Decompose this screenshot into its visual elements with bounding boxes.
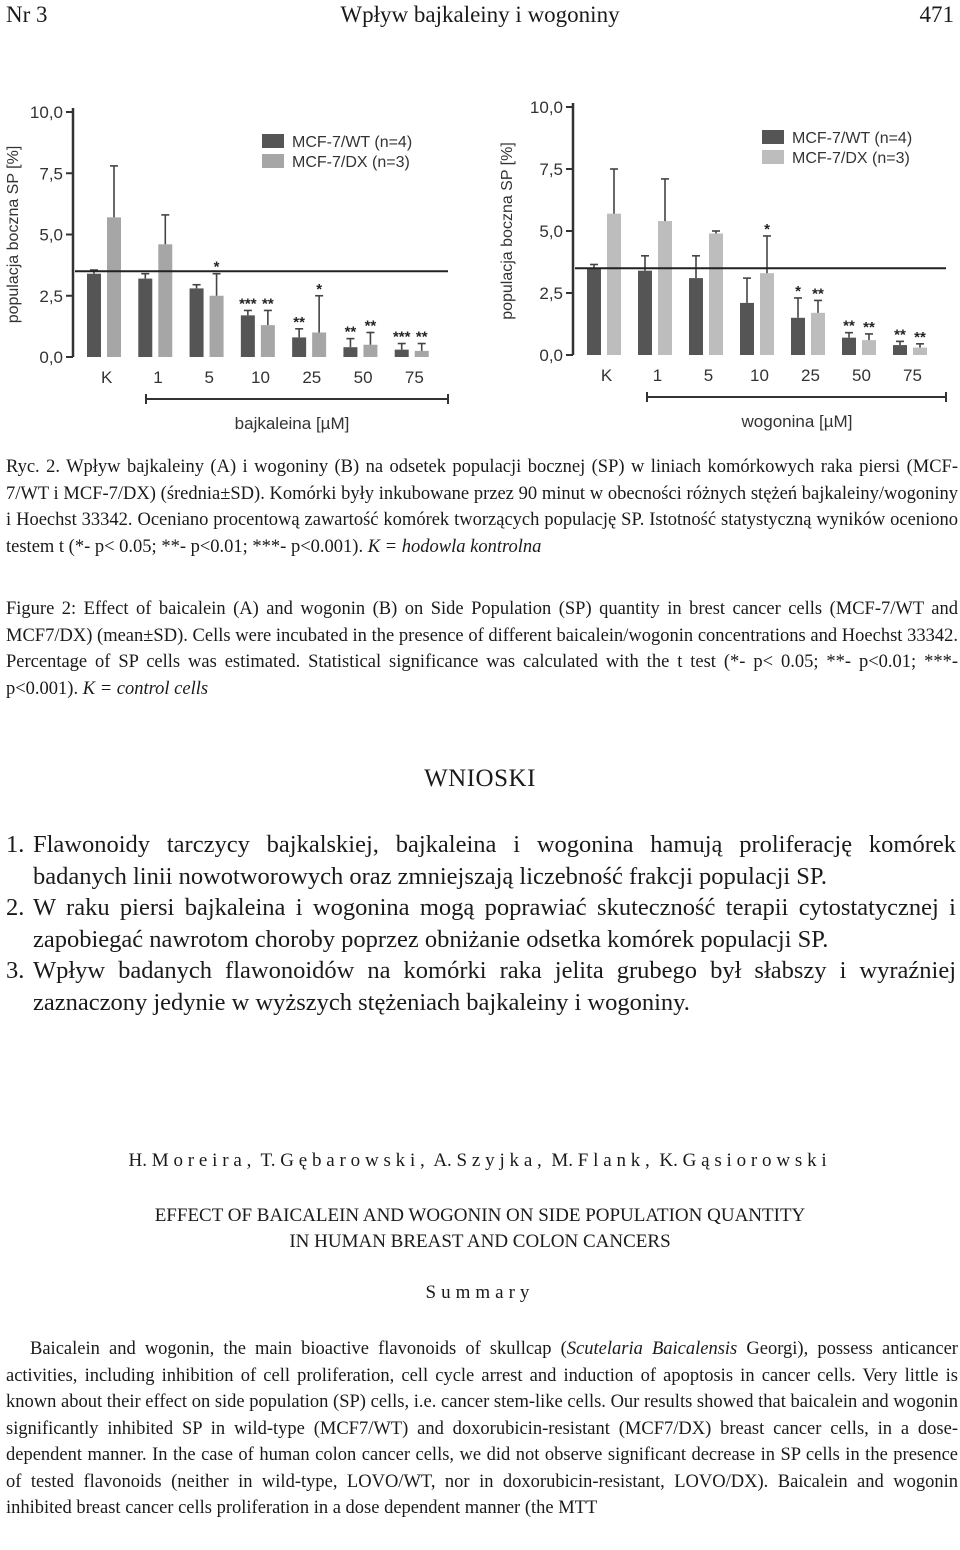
conclusion-text: Flawonoidy tarczycy bajkalskiej, bajkaleina i wogonina hamują proliferację komórek badanych linii nowotworowych oraz zmniejszają liczebność frakcji populacji SP. xyxy=(33,831,956,890)
author-name: Moreira, xyxy=(151,1150,257,1171)
english-title-line2: IN HUMAN BREAST AND COLON CANCERS xyxy=(289,1231,671,1252)
legend-swatch xyxy=(262,134,284,148)
conclusion-number: 2. xyxy=(6,894,25,921)
y-tick-label: 7,5 xyxy=(539,160,563,179)
significance-mark: * xyxy=(316,280,323,298)
bar xyxy=(87,274,101,357)
significance-mark: ** xyxy=(863,318,875,336)
bar xyxy=(138,279,152,357)
abstract-part2: Georgi), possess anticancer activities, including inhibition of cell proliferation, cell cycle arrest and induction of apoptosis in cancer cells. Very little is known about their effect on side population (SP) cells, i.e. cancer stem-like cells. Our results showed that baicalein and wogonin significantly inhibited SP in wild-type (MCF7/WT) and doxorubicin-resistant (MCF7/DX) breast cancer cells, in a dose-dependent manner. In the case of human colon cancer cells, we did not observe significant decrease in SP cells in the presence of tested flavonoids (neither in wild-type, LOVO/WT, nor in doxorubicin-resistant, LOVO/DX). Baicalein and wogonin inhibited breast cancer cells proliferation in a dose dependent manner (the MTT xyxy=(6,1339,958,1518)
bar xyxy=(158,244,172,357)
significance-mark: * xyxy=(795,282,801,300)
legend-swatch xyxy=(262,154,284,168)
significance-mark: ** xyxy=(262,295,274,313)
x-tick-label: 50 xyxy=(353,368,373,387)
x-tick-label: 75 xyxy=(404,368,424,387)
significance-mark: ** xyxy=(894,326,906,344)
bar xyxy=(709,233,723,355)
conclusion-text: W raku piersi bajkaleina i wogonina mogą poprawiać skuteczność terapii cytostatycznej i zapobiegać nawrotom choroby poprzez obniżanie odsetka komórek populacji SP. xyxy=(33,894,956,953)
x-tick-label: 5 xyxy=(703,366,714,385)
conclusion-number: 1. xyxy=(6,831,25,858)
authors-line xyxy=(0,1150,960,1172)
significance-mark: ** xyxy=(293,313,305,331)
bar xyxy=(842,338,856,355)
x-tick-label: 10 xyxy=(750,366,769,385)
legend-swatch xyxy=(762,130,784,144)
bar xyxy=(312,333,326,358)
bar xyxy=(363,345,377,357)
chart-a-svg xyxy=(0,88,470,433)
y-axis-label: populacja boczna SP [%] xyxy=(5,145,22,324)
author-initial: A. xyxy=(433,1150,452,1171)
bar xyxy=(893,345,907,355)
significance-mark: ** xyxy=(344,323,357,341)
y-tick-label: 2,5 xyxy=(539,284,563,303)
author-name: Gębarowski, xyxy=(280,1150,430,1171)
page-number: 471 xyxy=(919,2,954,27)
caption-en-body: Figure 2: Effect of baicalein (A) and wogonin (B) on Side Population (SP) quantity in brest cancer cells (MCF-7/WT and MCF7/DX) (mean±SD). Cells were incubated in the presence of different baicalein/wogonin concentrations and Hoechst 33342. Percentage of SP cells was estimated. Statistical significance was calculated with the t test (*- p< 0.05; **- p<0.01; ***- p<0.001). xyxy=(6,599,958,699)
x-axis-label: wogonina [µM] xyxy=(741,412,853,431)
y-tick-label: 5,0 xyxy=(39,225,63,245)
chart-b-svg xyxy=(490,88,960,433)
significance-mark: *** xyxy=(239,295,257,313)
bar xyxy=(658,221,672,355)
conclusions-heading: WNIOSKI xyxy=(424,765,536,792)
bar xyxy=(395,350,409,357)
conclusion-number: 3. xyxy=(6,957,25,984)
conclusion-text: Wpływ badanych flawonoidów na komórki raka jelita grubego był słabszy i wyraźniej zaznaczony jedynie w wyższych stężeniach bajkaleiny i wogoniny. xyxy=(33,957,956,1016)
issue-number: Nr 3 xyxy=(6,2,48,27)
conclusions-list xyxy=(6,829,956,1018)
summary-heading: Summary xyxy=(425,1282,535,1303)
author-initial: T. xyxy=(260,1150,276,1171)
author-name: Szyjka, xyxy=(456,1150,547,1171)
x-tick-label: 75 xyxy=(903,366,922,385)
chart-a-baicalein xyxy=(0,88,470,433)
conclusion-item xyxy=(6,955,956,1018)
caption-en-italic: K = control cells xyxy=(78,678,209,699)
x-tick-label: K xyxy=(100,368,113,387)
caption-pl-italic: K = hodowla kontrolna xyxy=(363,536,542,557)
x-tick-label: 25 xyxy=(801,366,820,385)
legend-label: MCF-7/WT (n=4) xyxy=(792,130,913,147)
figure-caption-pl xyxy=(6,454,958,560)
y-tick-label: 2,5 xyxy=(39,286,63,306)
figure-caption-en xyxy=(6,596,958,702)
significance-mark: ** xyxy=(812,285,824,303)
legend-label: MCF-7/DX (n=3) xyxy=(792,150,910,167)
bar xyxy=(913,348,927,355)
significance-mark: ** xyxy=(843,317,855,335)
bar xyxy=(862,340,876,355)
y-tick-label: 7,5 xyxy=(39,164,63,184)
chart-b-wogonin xyxy=(490,88,960,433)
abstract-part1: Baicalein and wogonin, the main bioactive flavonoids of skullcap ( xyxy=(30,1339,567,1359)
bar xyxy=(190,288,204,357)
bar xyxy=(210,296,224,357)
bar xyxy=(587,268,601,355)
x-tick-label: 1 xyxy=(153,368,163,387)
bar xyxy=(811,313,825,355)
x-tick-label: 1 xyxy=(652,366,663,385)
bar xyxy=(638,271,652,355)
significance-mark: ** xyxy=(914,328,926,346)
bar xyxy=(791,318,805,355)
legend-label: MCF-7/WT (n=4) xyxy=(292,134,413,151)
y-tick-label: 10,0 xyxy=(529,98,563,117)
x-tick-label: 10 xyxy=(251,368,270,387)
conclusion-item xyxy=(6,829,956,892)
bar xyxy=(107,217,121,357)
significance-mark: *** xyxy=(392,328,411,346)
y-tick-label: 10,0 xyxy=(29,103,63,122)
significance-mark: ** xyxy=(415,328,428,346)
english-title-line1: EFFECT OF BAICALEIN AND WOGONIN ON SIDE POPULATION QUANTITY xyxy=(154,1205,806,1226)
abstract xyxy=(6,1336,958,1522)
bar xyxy=(292,337,306,357)
bar xyxy=(241,315,255,357)
legend-label: MCF-7/DX (n=3) xyxy=(292,154,410,171)
bar xyxy=(343,347,357,357)
significance-mark: * xyxy=(764,220,770,238)
y-tick-label: 0,0 xyxy=(39,348,63,367)
caption-pl-body: Ryc. 2. Wpływ bajkaleiny (A) i wogoniny (B) na odsetek populacji bocznej (SP) w liniach komórkowych raka piersi (MCF-7/WT i MCF-7/DX) (średnia±SD). Komórki były inkubowane przez 90 minut w obecności różnych stężeń bajkaleiny/wogoniny i Hoechst 33342. Oceniano procentową zawartość komórek tworzących populację SP. Istotność statystyczną wyników oceniono testem t (*- p< 0.05; **- p<0.01; ***- p<0.001). xyxy=(6,457,958,557)
bar xyxy=(689,278,703,355)
x-tick-label: 50 xyxy=(852,366,871,385)
y-axis-label: populacja boczna SP [%] xyxy=(499,142,516,320)
abstract-species: Scutelaria Baicalensis xyxy=(566,1339,738,1359)
bar xyxy=(607,214,621,355)
y-tick-label: 5,0 xyxy=(539,222,563,241)
bar xyxy=(261,325,275,357)
author-initial: K. xyxy=(659,1150,678,1171)
conclusion-item xyxy=(6,892,956,955)
author-name: Flank, xyxy=(577,1150,655,1171)
x-tick-label: K xyxy=(600,366,613,385)
legend-swatch xyxy=(762,150,784,164)
bar xyxy=(740,303,754,355)
x-tick-label: 25 xyxy=(302,368,322,387)
running-header xyxy=(0,0,960,34)
author-initial: H. xyxy=(128,1150,148,1171)
bar xyxy=(760,273,774,355)
running-title: Wpływ bajkaleiny i wogoniny xyxy=(340,2,620,27)
english-title xyxy=(0,1203,960,1255)
y-tick-label: 0,0 xyxy=(539,346,563,365)
author-initial: M. xyxy=(551,1150,574,1171)
x-tick-label: 5 xyxy=(204,368,214,387)
bar xyxy=(415,351,429,357)
author-name: Gąsiorowski xyxy=(682,1150,832,1171)
significance-mark: * xyxy=(213,258,220,276)
x-axis-label: bajkaleina [µM] xyxy=(234,414,350,433)
significance-mark: ** xyxy=(364,317,377,335)
